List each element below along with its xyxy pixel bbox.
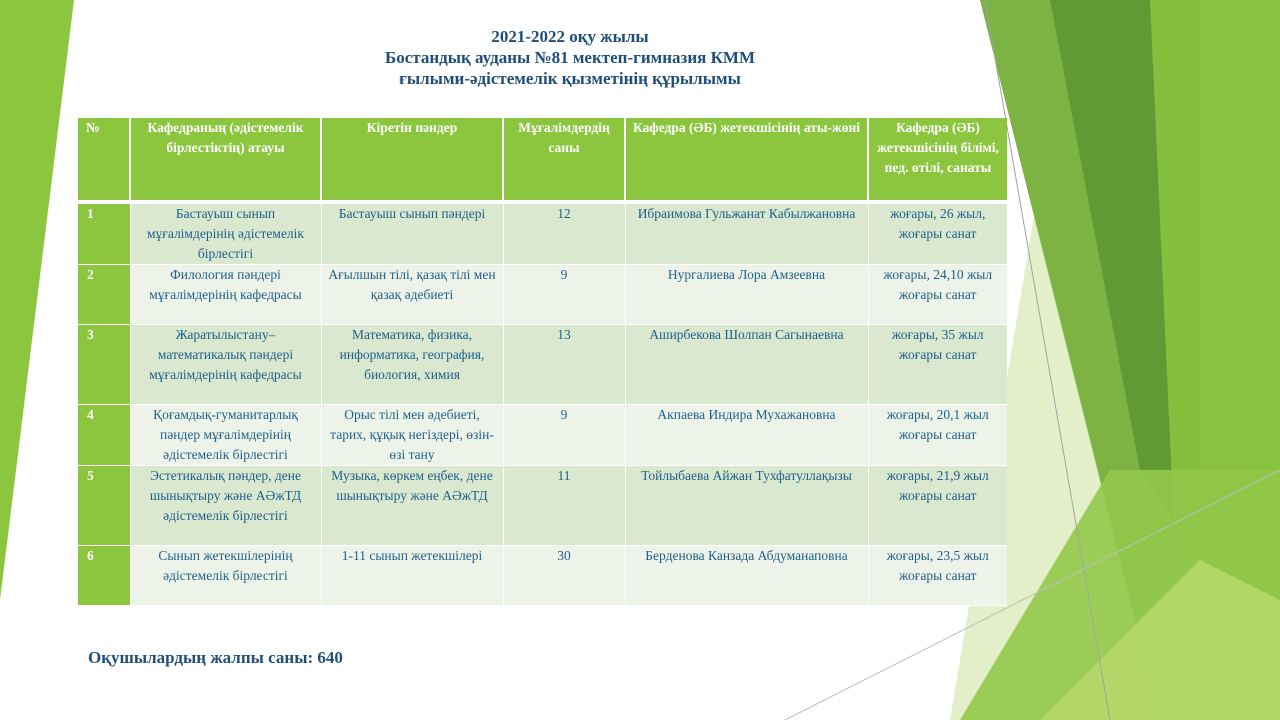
table-row bbox=[78, 265, 1007, 325]
teacher-count: 30 bbox=[503, 546, 625, 606]
head-qualification: жоғары, 26 жыл, жоғары санат bbox=[868, 202, 1007, 265]
teacher-count: 13 bbox=[503, 325, 625, 405]
table-row bbox=[78, 466, 1007, 546]
title-line-2: Бостандық ауданы №81 мектеп-гимназия КММ bbox=[384, 48, 756, 67]
department-name: Жаратылыстану–математикалық пәндері мұғалімдерінің кафедрасы bbox=[130, 325, 321, 405]
subjects: Бастауыш сынып пәндері bbox=[321, 202, 503, 265]
structure-table bbox=[78, 118, 1007, 606]
department-name: Сынып жетекшілерінің әдістемелік бірлестігі bbox=[130, 546, 321, 606]
subjects: 1-11 сынып жетекшілері bbox=[321, 546, 503, 606]
department-name: Бастауыш сынып мұғалімдерінің әдістемелік бірлестігі bbox=[130, 202, 321, 265]
row-number: 5 bbox=[78, 466, 130, 546]
table-row bbox=[78, 546, 1007, 606]
subjects: Математика, физика, информатика, география, биология, химия bbox=[321, 325, 503, 405]
head-qualification: жоғары, 35 жыл жоғары санат bbox=[868, 325, 1007, 405]
row-number: 6 bbox=[78, 546, 130, 606]
head-name: Берденова Канзада Абдуманаповна bbox=[625, 546, 868, 606]
teacher-count: 11 bbox=[503, 466, 625, 546]
head-name: Ибраимова Гульжанат Кабылжановна bbox=[625, 202, 868, 265]
header-subjects: Кіретін пәндер bbox=[321, 118, 503, 202]
subjects: Музыка, көркем еңбек, дене шынықтыру және АӘжТД bbox=[321, 466, 503, 546]
teacher-count: 9 bbox=[503, 265, 625, 325]
header-head-name: Кафедра (ӘБ) жетекшісінің аты-жөні bbox=[625, 118, 868, 202]
head-name: Нургалиева Лора Амзеевна bbox=[625, 265, 868, 325]
department-name: Қоғамдық-гуманитарлық пәндер мұғалімдерінің әдістемелік бірлестігі bbox=[130, 405, 321, 466]
header-department-name: Кафедраның (әдістемелік бірлестіктің) атауы bbox=[130, 118, 321, 202]
head-qualification: жоғары, 24,10 жыл жоғары санат bbox=[868, 265, 1007, 325]
subjects: Орыс тілі мен әдебиеті, тарих, құқық негіздері, өзін-өзі тану bbox=[321, 405, 503, 466]
header-teacher-count: Мұғалімдердің саны bbox=[503, 118, 625, 202]
title-line-3: ғылыми-әдістемелік қызметінің құрылымы bbox=[399, 69, 741, 88]
head-name: Аширбекова Шолпан Сагынаевна bbox=[625, 325, 868, 405]
head-qualification: жоғары, 21,9 жыл жоғары санат bbox=[868, 466, 1007, 546]
teacher-count: 9 bbox=[503, 405, 625, 466]
total-students-note: Оқушылардың жалпы саны: 640 bbox=[88, 648, 343, 667]
table-header-row bbox=[78, 118, 1007, 202]
head-name: Тойлыбаева Айжан Тухфатуллақызы bbox=[625, 466, 868, 546]
head-name: Акпаева Индира Мухажановна bbox=[625, 405, 868, 466]
table-row bbox=[78, 405, 1007, 466]
subjects: Ағылшын тілі, қазақ тілі мен қазақ әдебиеті bbox=[321, 265, 503, 325]
row-number: 2 bbox=[78, 265, 130, 325]
left-green-triangle bbox=[0, 0, 74, 600]
department-name: Филология пәндері мұғалімдерінің кафедрасы bbox=[130, 265, 321, 325]
row-number: 1 bbox=[78, 202, 130, 265]
table-row bbox=[78, 202, 1007, 265]
row-number: 3 bbox=[78, 325, 130, 405]
row-number: 4 bbox=[78, 405, 130, 466]
slide-title bbox=[300, 26, 840, 89]
header-head-qualification: Кафедра (ӘБ) жетекшісінің білімі, пед. өтілі, санаты bbox=[868, 118, 1007, 202]
header-number: № bbox=[78, 118, 130, 202]
teacher-count: 12 bbox=[503, 202, 625, 265]
department-name: Эстетикалық пәндер, дене шынықтыру және АӘжТД әдістемелік бірлестігі bbox=[130, 466, 321, 546]
title-line-1: 2021-2022 оқу жылы bbox=[491, 27, 649, 46]
head-qualification: жоғары, 20,1 жыл жоғары санат bbox=[868, 405, 1007, 466]
head-qualification: жоғары, 23,5 жыл жоғары санат bbox=[868, 546, 1007, 606]
table-row bbox=[78, 325, 1007, 405]
